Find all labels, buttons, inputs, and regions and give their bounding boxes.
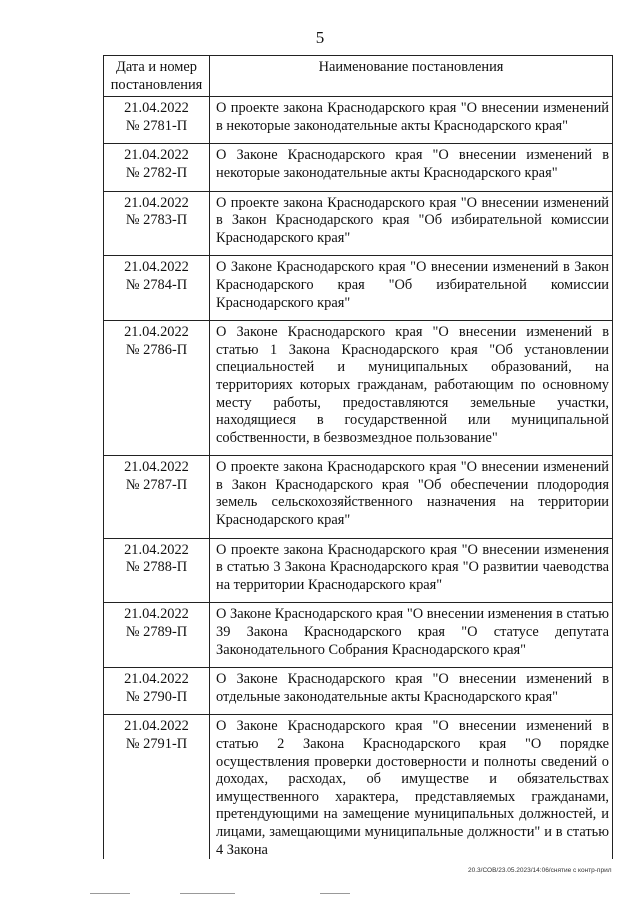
decree-date: 21.04.2022: [124, 324, 189, 341]
decree-date-cell: [104, 97, 210, 144]
table-row: [104, 715, 613, 859]
table-row: [104, 144, 613, 191]
decrees-table: [103, 55, 613, 859]
table-row: [104, 191, 613, 256]
footer-stamp: 20.3/СОВ/23.05.2023/14:06/снятие с контр-прил: [468, 867, 612, 874]
page-number: 5: [315, 28, 325, 47]
decree-date-cell: [104, 456, 210, 538]
decree-date: 21.04.2022: [124, 459, 189, 476]
decree-number: № 2791-П: [125, 736, 188, 752]
decree-title: О Законе Краснодарского края "О внесении изменения в статью 39 Закона Краснодарского края "О статусе депутата Законодательного Собрания Краснодарского края": [210, 603, 613, 668]
decree-date-cell: [104, 144, 210, 191]
decree-title: О Законе Краснодарского края "О внесении изменений в отдельные законодательные акты Краснодарского края": [210, 668, 613, 715]
table-row: [104, 538, 613, 603]
decree-number: № 2789-П: [125, 624, 188, 641]
table-row: [104, 456, 613, 538]
decree-date-cell: [104, 538, 210, 603]
decree-date-cell: [104, 321, 210, 456]
decree-date: 21.04.2022: [124, 147, 189, 164]
decree-date-cell: [104, 603, 210, 668]
table-row: [104, 97, 613, 144]
decree-number: № 2782-П: [125, 164, 188, 181]
decree-number: № 2784-П: [125, 276, 188, 293]
decree-date: 21.04.2022: [124, 259, 189, 276]
scan-edge-marks: [20, 893, 620, 899]
name-column-header: Наименование постановления: [210, 56, 613, 97]
decree-date: 21.04.2022: [124, 100, 189, 117]
decree-title: О Законе Краснодарского края "О внесении изменений в некоторые законодательные акты Краснодарского края": [210, 144, 613, 191]
decree-date: 21.04.2022: [124, 671, 189, 688]
decree-date: 21.04.2022: [124, 194, 189, 211]
decree-number: № 2790-П: [125, 688, 188, 705]
date-column-header: Дата и номер постановления: [104, 56, 210, 97]
decree-number: № 2786-П: [125, 341, 188, 358]
table-header-row: [104, 56, 613, 97]
table-row: [104, 668, 613, 715]
decree-number: № 2788-П: [125, 559, 188, 576]
table-row: [104, 256, 613, 321]
table-row: [104, 603, 613, 668]
decree-title: О Законе Краснодарского края "О внесении изменений в статью 2 Закона Краснодарского края "О порядке осуществления проверки достоверности и полноты сведений о доходах, расходах, об имуществе и обязательствах имущественного характера, представляемых гражданами, претендующими на замещение муниципальных должностей, и лицами, замещающими муниципальные должности" и в статью 4 Закона: [210, 715, 613, 859]
decree-title: О проекте закона Краснодарского края "О внесении изменений в некоторые законодательные акты Краснодарского края": [210, 97, 613, 144]
decree-date-cell: [104, 668, 210, 715]
decree-title: О проекте закона Краснодарского края "О внесении изменений в Закон Краснодарского края "Об избирательной комиссии Краснодарского края": [210, 191, 613, 256]
decree-title: О Законе Краснодарского края "О внесении изменений в Закон Краснодарского края "Об избирательной комиссии Краснодарского края": [210, 256, 613, 321]
table-row: [104, 321, 613, 456]
decree-date-cell: [104, 256, 210, 321]
decree-title: О Законе Краснодарского края "О внесении изменений в статью 1 Закона Краснодарского края "Об установлении специальностей и муниципальных образований, на территориях которых гражданам, работающим по основному месту работы, предоставляются земельные участки, находящиеся в государственной или муниципальной собственности, в безвозмездное пользование": [210, 321, 613, 456]
decree-date: 21.04.2022: [124, 606, 189, 623]
table-body: [104, 97, 613, 859]
decree-date-cell: [104, 191, 210, 256]
decree-number: № 2781-П: [125, 117, 188, 134]
decree-number: № 2783-П: [125, 212, 188, 229]
decree-number: № 2787-П: [125, 476, 188, 493]
decree-title: О проекте закона Краснодарского края "О внесении изменений в Закон Краснодарского края "Об обеспечении плодородия земель сельскохозяйственного назначения на территории Краснодарского края": [210, 456, 613, 538]
decree-date-cell: [104, 715, 210, 859]
decree-title: О проекте закона Краснодарского края "О внесении изменения в статью 3 Закона Краснодарского края "О развитии чаеводства на территории Краснодарского края": [210, 538, 613, 603]
decree-date: 21.04.2022: [124, 718, 189, 735]
decree-date: 21.04.2022: [124, 541, 189, 558]
